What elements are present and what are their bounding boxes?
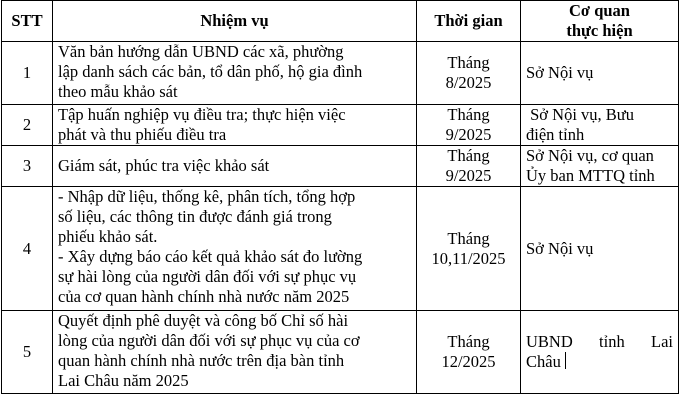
task-line: của cơ quan hành chính nhà nước năm 2025 xyxy=(58,287,350,306)
time-cell xyxy=(417,187,521,311)
org-cell xyxy=(521,311,679,394)
org-line: Ủy ban MTTQ tỉnh xyxy=(526,166,655,185)
task-cell xyxy=(53,311,417,394)
table-row xyxy=(2,187,679,311)
time-line: Tháng xyxy=(447,228,490,248)
task-line: lòng của người dân đối với sự phục vụ của cơ xyxy=(58,331,360,350)
time-line: 10,11/2025 xyxy=(431,248,506,268)
task-line: Giám sát, phúc tra việc khảo sát xyxy=(58,156,270,175)
org-line: UBND tỉnh Lai xyxy=(526,332,673,351)
header-time: Thời gian xyxy=(417,1,521,42)
task-line: - Xây dựng báo cáo kết quả khảo sát đo lường xyxy=(58,247,363,266)
time-line: 9/2025 xyxy=(445,166,492,185)
task-line: Quyết định phê duyệt và công bố Chỉ số hài xyxy=(58,311,349,330)
task-line: phát và thu phiếu điều tra xyxy=(58,125,227,144)
time-line: Tháng xyxy=(447,53,490,72)
document-page xyxy=(1,0,679,394)
task-cell xyxy=(53,105,417,146)
text-cursor-icon xyxy=(565,352,566,369)
time-line: Tháng xyxy=(447,332,490,351)
task-schedule-table xyxy=(1,0,679,394)
org-line: điện tỉnh xyxy=(526,125,585,144)
table-row xyxy=(2,146,679,187)
time-cell xyxy=(417,311,521,394)
time-line: Tháng xyxy=(447,105,490,124)
table-row xyxy=(2,311,679,394)
org-cell xyxy=(521,105,679,146)
row-number: 2 xyxy=(2,105,53,146)
time-line: 9/2025 xyxy=(445,125,492,144)
task-line: Tập huấn nghiệp vụ điều tra; thực hiện việc xyxy=(58,105,346,124)
task-line: Lai Châu năm 2025 xyxy=(58,371,189,390)
org-line: Sở Nội vụ, Bưu xyxy=(526,105,634,124)
header-task: Nhiệm vụ xyxy=(53,1,417,42)
header-org xyxy=(521,1,679,42)
time-cell xyxy=(417,146,521,187)
org-line: Châu xyxy=(526,352,561,371)
task-cell xyxy=(53,187,417,311)
org-cell xyxy=(521,42,679,105)
task-line: - Nhập dữ liệu, thống kê, phân tích, tổng hợp xyxy=(58,187,356,206)
header-stt: STT xyxy=(2,1,53,42)
header-row xyxy=(2,1,679,42)
time-line: 12/2025 xyxy=(441,352,496,371)
time-cell xyxy=(417,105,521,146)
task-line: theo mẫu khảo sát xyxy=(58,82,178,101)
time-line: Tháng xyxy=(447,146,490,165)
task-line: phiếu khảo sát. xyxy=(58,227,158,246)
time-cell xyxy=(417,42,521,105)
row-number: 3 xyxy=(2,146,53,187)
org-cell xyxy=(521,187,679,311)
task-line: số liệu, các thông tin được đánh giá trong xyxy=(58,207,332,226)
header-org-line1: Cơ quan xyxy=(569,1,630,20)
task-line: Văn bản hướng dẫn UBND các xã, phường xyxy=(58,42,344,61)
task-line: lập danh sách các bản, tổ dân phố, hộ gia đình xyxy=(58,62,363,81)
row-number: 1 xyxy=(2,42,53,105)
org-line: Sở Nội vụ, cơ quan xyxy=(526,146,654,165)
org-line-with-caret xyxy=(526,352,673,372)
table-row xyxy=(2,105,679,146)
task-cell xyxy=(53,146,417,187)
task-cell xyxy=(53,42,417,105)
task-line: sự hài lòng của người dân đối với sự phục vụ xyxy=(58,267,357,286)
header-org-line2: thực hiện xyxy=(566,21,633,40)
table-row xyxy=(2,42,679,105)
task-line: quan hành chính nhà nước trên địa bàn tỉnh xyxy=(58,351,345,370)
org-cell xyxy=(521,146,679,187)
row-number: 5 xyxy=(2,311,53,394)
row-number: 4 xyxy=(2,187,53,311)
time-line: 8/2025 xyxy=(445,73,492,92)
org-line: Sở Nội vụ xyxy=(526,63,594,82)
org-line: Sở Nội vụ xyxy=(526,238,594,258)
